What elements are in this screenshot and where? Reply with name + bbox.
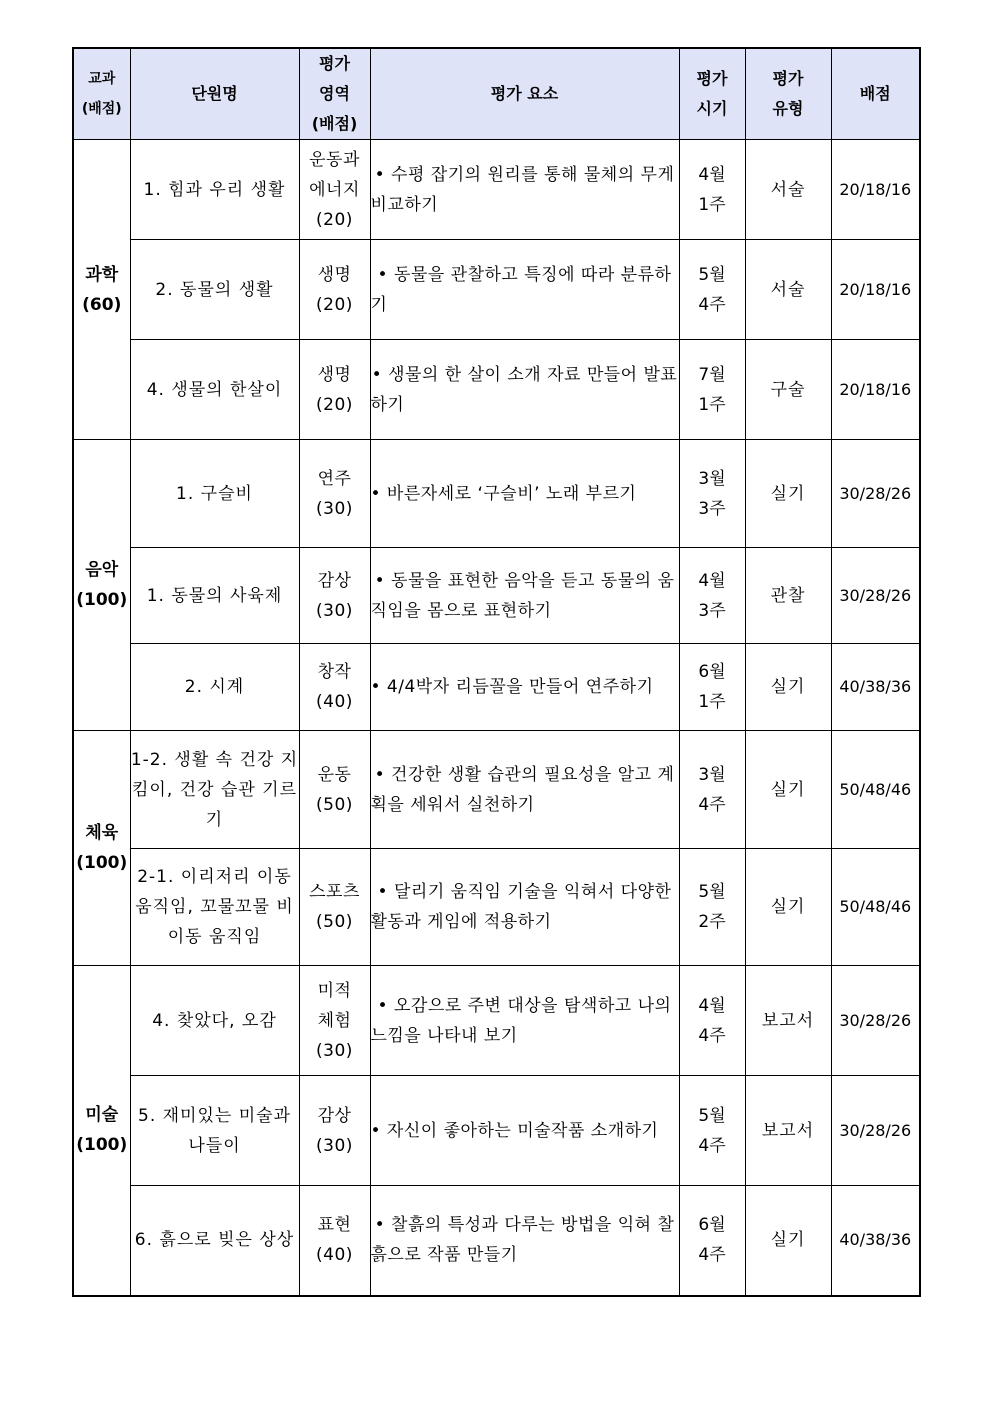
table-row: [73, 1186, 920, 1296]
evaluation-area-line: (20): [316, 394, 353, 415]
evaluation-area-line: 감상: [317, 1105, 352, 1126]
evaluation-timing-line: 6월: [698, 662, 726, 682]
evaluation-timing-line: 5월: [698, 1105, 726, 1126]
header-score: 배점: [831, 48, 920, 140]
subject-cell: [73, 440, 130, 731]
evaluation-area-line: (20): [316, 294, 353, 315]
table-row: [73, 548, 920, 644]
evaluation-area-line: (40): [316, 692, 353, 712]
evaluation-timing-line: 4주: [698, 294, 726, 315]
evaluation-area: [299, 340, 370, 440]
evaluation-area: [299, 644, 370, 731]
evaluation-type: 실기: [745, 644, 831, 731]
evaluation-area-line: (50): [316, 912, 353, 932]
evaluation-timing-line: 4주: [698, 1025, 726, 1046]
evaluation-element: • 찰흙의 특성과 다루는 방법을 익혀 찰흙으로 작품 만들기: [370, 1186, 679, 1296]
score: 30/28/26: [831, 1076, 920, 1186]
table-row: [73, 440, 920, 548]
evaluation-timing: [679, 1076, 745, 1186]
evaluation-element: • 바른자세로 ‘구슬비’ 노래 부르기: [370, 440, 679, 548]
evaluation-timing-line: 5월: [698, 264, 726, 285]
score: 40/38/36: [831, 1186, 920, 1296]
evaluation-timing-line: 4주: [698, 1135, 726, 1156]
subject-points: (100): [76, 1135, 128, 1156]
score: 30/28/26: [831, 966, 920, 1076]
evaluation-area: [299, 966, 370, 1076]
evaluation-element: • 동물을 관찰하고 특징에 따라 분류하기: [370, 240, 679, 340]
table-body: [73, 140, 920, 1296]
evaluation-area-line: 스포츠: [309, 882, 360, 902]
evaluation-timing-line: 4월: [698, 164, 726, 185]
table-row: [73, 1076, 920, 1186]
evaluation-type: 보고서: [745, 966, 831, 1076]
evaluation-timing-line: 1주: [698, 194, 726, 215]
evaluation-type: 실기: [745, 731, 831, 849]
table-row: [73, 849, 920, 966]
score: 50/48/46: [831, 849, 920, 966]
unit-name: 1. 동물의 사육제: [130, 548, 299, 644]
evaluation-timing-line: 3주: [698, 600, 726, 621]
evaluation-area: [299, 240, 370, 340]
evaluation-element: • 수평 잡기의 원리를 통해 물체의 무게 비교하기: [370, 140, 679, 240]
evaluation-area: [299, 849, 370, 966]
evaluation-area-line: (30): [316, 1040, 353, 1061]
evaluation-timing-line: 5월: [698, 882, 726, 902]
evaluation-area-line: (30): [316, 600, 353, 621]
evaluation-area: [299, 548, 370, 644]
header-area: 평가 영역 (배점): [299, 48, 370, 140]
score: 30/28/26: [831, 548, 920, 644]
score: 20/18/16: [831, 340, 920, 440]
evaluation-area-line: 감상: [317, 570, 352, 591]
header-subject: 교과 (배점): [73, 48, 130, 140]
evaluation-area-line: 체험: [317, 1010, 352, 1031]
evaluation-timing: [679, 966, 745, 1076]
evaluation-type: 실기: [745, 440, 831, 548]
score: 20/18/16: [831, 140, 920, 240]
header-row: [73, 48, 920, 140]
evaluation-element: • 자신이 좋아하는 미술작품 소개하기: [370, 1076, 679, 1186]
evaluation-timing: [679, 731, 745, 849]
evaluation-area-line: 표현: [317, 1215, 352, 1236]
unit-name: 1-2. 생활 속 건강 지킴이, 건강 습관 기르기: [130, 731, 299, 849]
header-element: 평가 요소: [370, 48, 679, 140]
evaluation-area-line: 운동: [317, 764, 352, 785]
subject-name: 음악: [85, 560, 119, 580]
table-row: [73, 644, 920, 731]
evaluation-timing-line: 1주: [698, 394, 726, 415]
evaluation-area-line: 창작: [317, 662, 352, 682]
evaluation-area-line: 미적: [317, 980, 352, 1001]
unit-name: 4. 생물의 한살이: [130, 340, 299, 440]
evaluation-timing-line: 1주: [698, 692, 726, 712]
evaluation-timing-line: 3월: [698, 468, 726, 489]
score: 50/48/46: [831, 731, 920, 849]
subject-cell: [73, 140, 130, 440]
evaluation-area-line: (30): [316, 498, 353, 519]
evaluation-element: • 4/4박자 리듬꼴을 만들어 연주하기: [370, 644, 679, 731]
header-type: 평가 유형: [745, 48, 831, 140]
evaluation-timing-line: 4월: [698, 995, 726, 1016]
evaluation-type: 서술: [745, 240, 831, 340]
subject-name: 과학: [85, 264, 119, 285]
score: 20/18/16: [831, 240, 920, 340]
subject-cell: [73, 731, 130, 966]
evaluation-element: • 건강한 생활 습관의 필요성을 알고 계획을 세워서 실천하기: [370, 731, 679, 849]
evaluation-element: • 동물을 표현한 음악을 듣고 동물의 움직임을 몸으로 표현하기: [370, 548, 679, 644]
evaluation-timing: [679, 849, 745, 966]
unit-name: 2-1. 이리저리 이동 움직임, 꼬물꼬물 비이동 움직임: [130, 849, 299, 966]
score: 40/38/36: [831, 644, 920, 731]
unit-name: 1. 구슬비: [130, 440, 299, 548]
evaluation-area-line: (30): [316, 1135, 353, 1156]
table-row: [73, 966, 920, 1076]
evaluation-timing: [679, 140, 745, 240]
evaluation-area-line: (20): [316, 209, 353, 230]
table-row: [73, 140, 920, 240]
evaluation-timing: [679, 240, 745, 340]
subject-cell: [73, 966, 130, 1296]
evaluation-area-line: 생명: [317, 364, 352, 385]
evaluation-type: 보고서: [745, 1076, 831, 1186]
evaluation-timing: [679, 1186, 745, 1296]
evaluation-type: 실기: [745, 1186, 831, 1296]
evaluation-timing: [679, 440, 745, 548]
subject-name: 체육: [85, 823, 119, 843]
evaluation-area: [299, 1076, 370, 1186]
evaluation-area: [299, 1186, 370, 1296]
evaluation-plan-table: [72, 47, 921, 1297]
evaluation-timing: [679, 644, 745, 731]
evaluation-area-line: (40): [316, 1245, 353, 1266]
evaluation-timing-line: 2주: [698, 912, 726, 932]
unit-name: 4. 찾았다, 오감: [130, 966, 299, 1076]
evaluation-type: 구술: [745, 340, 831, 440]
unit-name: 6. 흙으로 빚은 상상: [130, 1186, 299, 1296]
evaluation-timing-line: 3주: [698, 498, 726, 519]
subject-points: (60): [82, 294, 122, 315]
unit-name: 1. 힘과 우리 생활: [130, 140, 299, 240]
table-row: [73, 731, 920, 849]
evaluation-area-line: (50): [316, 794, 353, 815]
evaluation-timing: [679, 548, 745, 644]
evaluation-timing-line: 4주: [698, 794, 726, 815]
evaluation-area-line: 운동과: [309, 149, 360, 170]
evaluation-element: • 오감으로 주변 대상을 탐색하고 나의 느낌을 나타내 보기: [370, 966, 679, 1076]
evaluation-area-line: 연주: [317, 468, 352, 489]
evaluation-timing-line: 6월: [698, 1215, 726, 1236]
unit-name: 2. 동물의 생활: [130, 240, 299, 340]
evaluation-type: 실기: [745, 849, 831, 966]
evaluation-timing-line: 7월: [698, 364, 726, 385]
score: 30/28/26: [831, 440, 920, 548]
table-row: [73, 240, 920, 340]
evaluation-element: • 달리기 움직임 기술을 익혀서 다양한 활동과 게임에 적용하기: [370, 849, 679, 966]
evaluation-area: [299, 140, 370, 240]
evaluation-type: 서술: [745, 140, 831, 240]
evaluation-area: [299, 731, 370, 849]
header-unit: 단원명: [130, 48, 299, 140]
subject-name: 미술: [85, 1105, 119, 1126]
table-row: [73, 340, 920, 440]
evaluation-timing-line: 4월: [698, 570, 726, 591]
header-timing: 평가 시기: [679, 48, 745, 140]
evaluation-type: 관찰: [745, 548, 831, 644]
evaluation-timing-line: 4주: [698, 1245, 726, 1266]
evaluation-timing-line: 3월: [698, 764, 726, 785]
evaluation-timing: [679, 340, 745, 440]
evaluation-area-line: 에너지: [309, 179, 360, 200]
unit-name: 2. 시계: [130, 644, 299, 731]
unit-name: 5. 재미있는 미술과 나들이: [130, 1076, 299, 1186]
evaluation-area-line: 생명: [317, 264, 352, 285]
evaluation-element: • 생물의 한 살이 소개 자료 만들어 발표하기: [370, 340, 679, 440]
subject-points: (100): [76, 853, 128, 873]
evaluation-area: [299, 440, 370, 548]
subject-points: (100): [76, 590, 128, 610]
